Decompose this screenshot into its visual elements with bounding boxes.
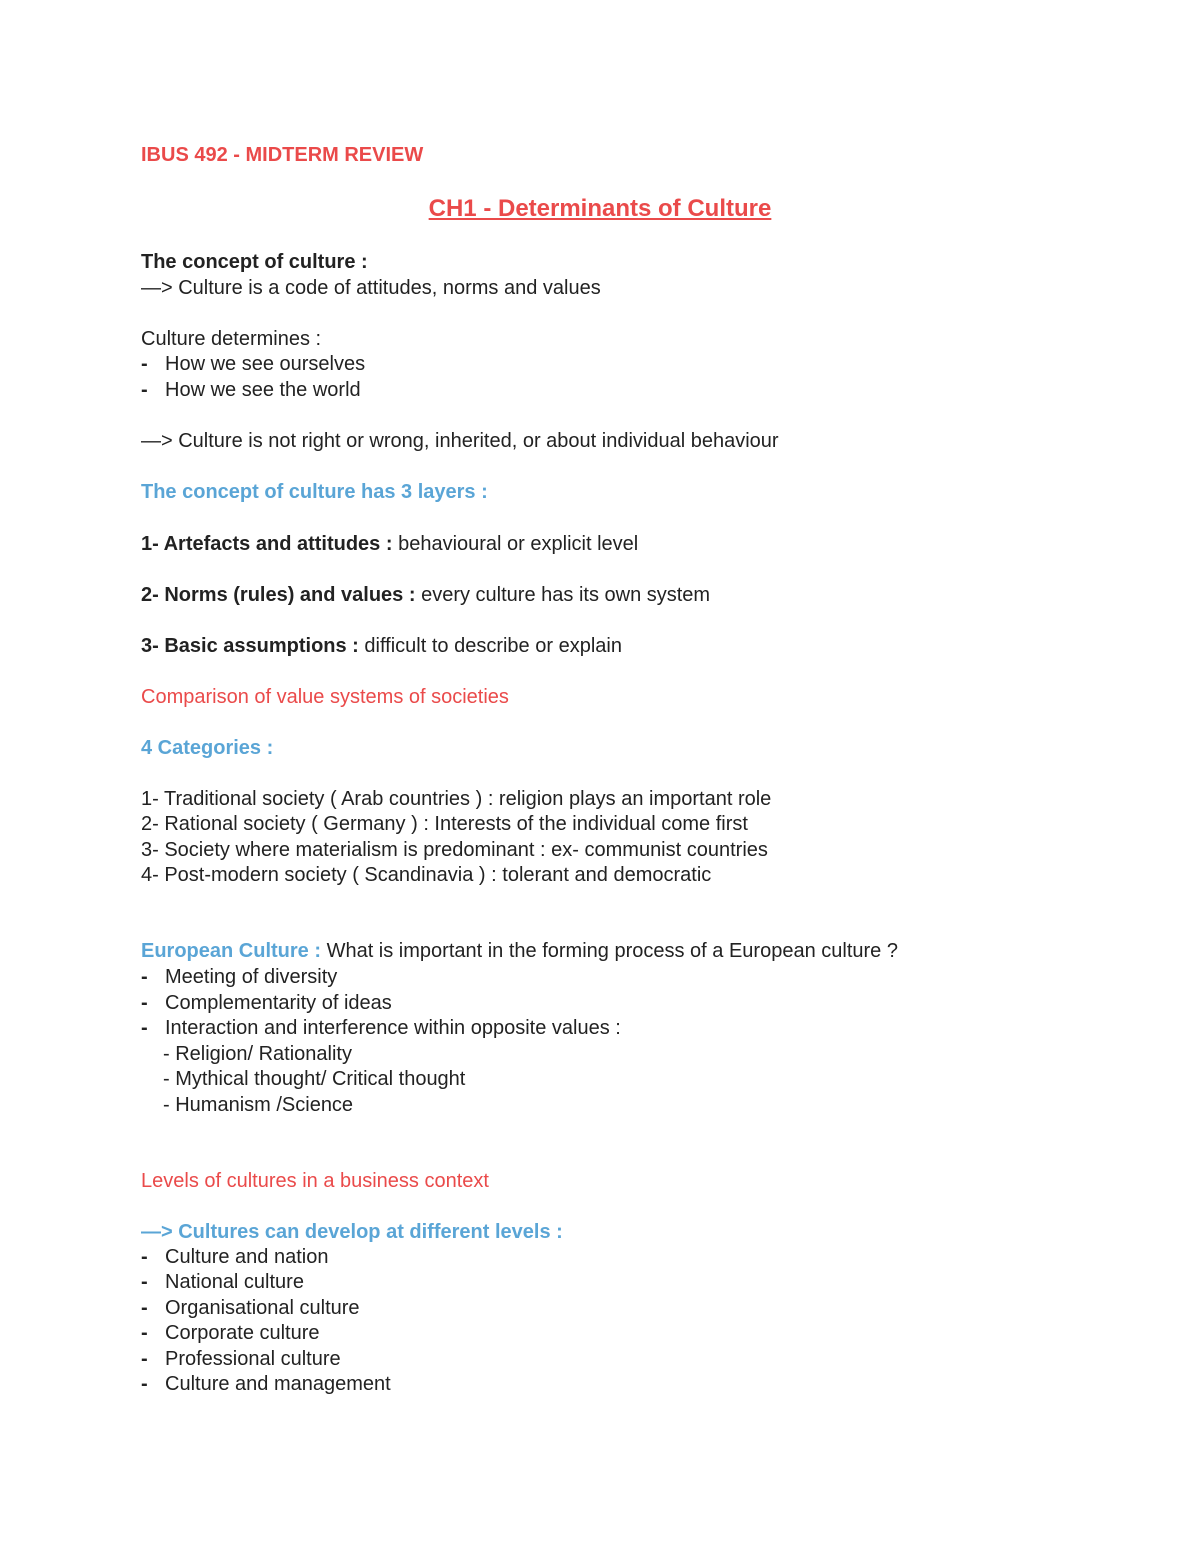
category-item: 2- Rational society ( Germany ) : Interests of the individual come first xyxy=(141,813,748,835)
layers-heading: The concept of culture has 3 layers : xyxy=(141,481,488,503)
list-item xyxy=(141,1270,304,1294)
bullet-dash: - xyxy=(141,1246,148,1268)
chapter-title: CH1 - Determinants of Culture xyxy=(428,195,772,222)
list-item-text: Culture and nation xyxy=(165,1246,329,1268)
european-culture-label: European Culture : xyxy=(141,940,322,962)
list-item-text: How we see the world xyxy=(165,379,361,401)
document-title: IBUS 492 - MIDTERM REVIEW xyxy=(141,144,424,166)
category-item: 3- Society where materialism is predominant : ex- communist countries xyxy=(141,839,768,861)
bullet-dash: - xyxy=(141,1017,148,1039)
list-item xyxy=(141,1296,360,1320)
bullet-dash: - xyxy=(141,1271,148,1293)
sub-list-item: - Humanism /Science xyxy=(163,1094,354,1116)
bullet-dash: - xyxy=(141,992,148,1014)
comparison-heading: Comparison of value systems of societies xyxy=(141,686,509,708)
list-item-text: National culture xyxy=(165,1271,304,1293)
sub-list-item: - Religion/ Rationality xyxy=(163,1043,352,1065)
list-item xyxy=(141,991,392,1015)
determines-intro: Culture determines : xyxy=(141,328,322,350)
list-item xyxy=(141,352,365,376)
bullet-dash: - xyxy=(141,966,148,988)
bullet-dash: - xyxy=(141,1322,148,1344)
categories-heading: 4 Categories : xyxy=(141,737,274,759)
concept-definition: —> Culture is a code of attitudes, norms and values xyxy=(141,277,601,299)
list-item-text: Complementarity of ideas xyxy=(165,992,392,1014)
list-item xyxy=(141,378,361,402)
list-item xyxy=(141,1016,621,1040)
list-item-text: Culture and management xyxy=(165,1373,391,1395)
list-item xyxy=(141,1347,341,1371)
european-culture-question: What is important in the forming process of a European culture ? xyxy=(321,940,898,962)
layer-text: every culture has its own system xyxy=(415,584,711,606)
list-item xyxy=(141,965,337,989)
category-item: 1- Traditional society ( Arab countries ) : religion plays an important role xyxy=(141,788,772,810)
bullet-dash: - xyxy=(141,379,148,401)
bullet-dash: - xyxy=(141,1348,148,1370)
layer-item xyxy=(141,583,710,607)
layer-label: 2- Norms (rules) and values : xyxy=(141,584,416,606)
layer-label: 1- Artefacts and attitudes : xyxy=(141,533,393,555)
layer-item xyxy=(141,634,622,658)
levels-heading: Levels of cultures in a business context xyxy=(141,1170,489,1192)
list-item-text: Professional culture xyxy=(165,1348,341,1370)
list-item xyxy=(141,1245,328,1269)
list-item-text: How we see ourselves xyxy=(165,353,366,375)
list-item xyxy=(141,1372,391,1396)
bullet-dash: - xyxy=(141,1373,148,1395)
sub-list-item: - Mythical thought/ Critical thought xyxy=(163,1068,466,1090)
levels-subheading: —> Cultures can develop at different levels : xyxy=(141,1221,563,1243)
layer-item xyxy=(141,532,638,556)
list-item-text: Interaction and interference within opposite values : xyxy=(165,1017,621,1039)
concept-heading: The concept of culture : xyxy=(141,251,368,273)
category-item: 4- Post-modern society ( Scandinavia ) : tolerant and democratic xyxy=(141,864,712,886)
determines-conclusion: —> Culture is not right or wrong, inherited, or about individual behaviour xyxy=(141,430,779,452)
list-item-text: Meeting of diversity xyxy=(165,966,338,988)
bullet-dash: - xyxy=(141,1297,148,1319)
european-culture-line xyxy=(141,939,898,963)
bullet-dash: - xyxy=(141,353,148,375)
layer-label: 3- Basic assumptions : xyxy=(141,635,359,657)
list-item-text: Corporate culture xyxy=(165,1322,320,1344)
list-item xyxy=(141,1321,320,1345)
list-item-text: Organisational culture xyxy=(165,1297,360,1319)
layer-text: behavioural or explicit level xyxy=(392,533,639,555)
layer-text: difficult to describe or explain xyxy=(358,635,622,657)
